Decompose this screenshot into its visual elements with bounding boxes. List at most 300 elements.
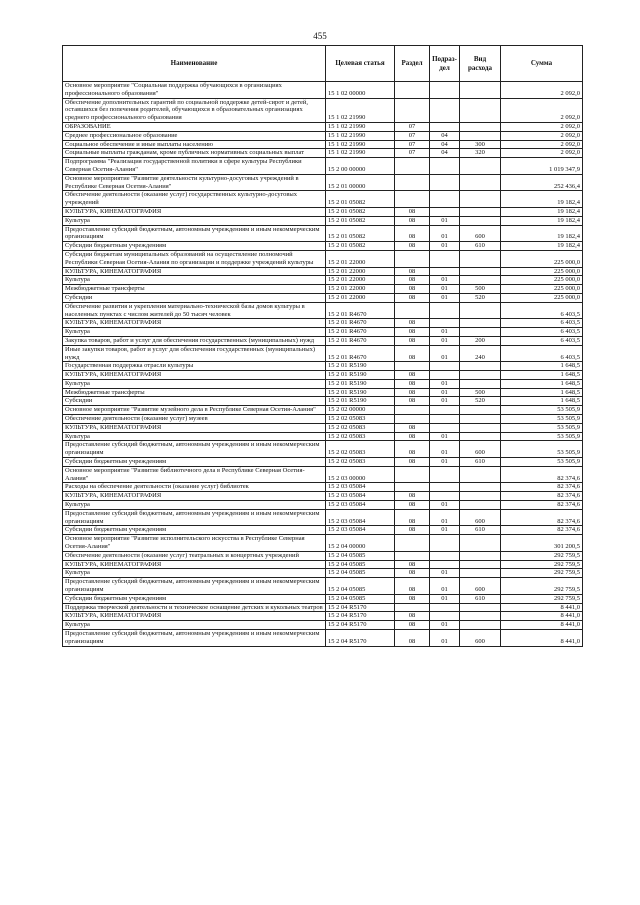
cell-subsection: 04 bbox=[430, 149, 460, 158]
column-header-amount: Сумма bbox=[501, 46, 583, 82]
cell-name: Субсидии бюджетным учреждениям bbox=[63, 526, 326, 535]
table-row bbox=[63, 423, 583, 432]
cell-expense-type bbox=[460, 612, 501, 621]
page-number: 455 bbox=[313, 31, 327, 41]
cell-subsection: 01 bbox=[430, 225, 460, 242]
table-row bbox=[63, 371, 583, 380]
cell-subsection: 01 bbox=[430, 594, 460, 603]
cell-name: Культура bbox=[63, 569, 326, 578]
cell-name: Предоставление субсидий бюджетным, автономным учреждениям и иным некоммерческим организациям bbox=[63, 225, 326, 242]
cell-target: 15 2 01 22000 bbox=[326, 250, 395, 267]
cell-amount: 82 374,6 bbox=[501, 492, 583, 501]
cell-target: 15 2 01 R5190 bbox=[326, 371, 395, 380]
table-row bbox=[63, 207, 583, 216]
cell-name: Культура bbox=[63, 276, 326, 285]
cell-target: 15 2 01 R4670 bbox=[326, 345, 395, 362]
cell-section bbox=[395, 551, 430, 560]
table-row bbox=[63, 158, 583, 175]
cell-section bbox=[395, 603, 430, 612]
cell-amount: 2 092,0 bbox=[501, 131, 583, 140]
cell-amount: 82 374,6 bbox=[501, 509, 583, 526]
cell-target: 15 2 04 00000 bbox=[326, 535, 395, 552]
cell-subsection: 01 bbox=[430, 630, 460, 647]
cell-subsection: 01 bbox=[430, 216, 460, 225]
cell-name: Межбюджетные трансферты bbox=[63, 388, 326, 397]
cell-section: 07 bbox=[395, 131, 430, 140]
cell-section: 08 bbox=[395, 569, 430, 578]
cell-target: 15 2 02 05083 bbox=[326, 441, 395, 458]
cell-amount: 53 505,9 bbox=[501, 441, 583, 458]
cell-amount: 53 505,9 bbox=[501, 458, 583, 467]
cell-subsection bbox=[430, 406, 460, 415]
cell-section: 07 bbox=[395, 122, 430, 131]
cell-section: 08 bbox=[395, 328, 430, 337]
table-row bbox=[63, 122, 583, 131]
cell-expense-type: 610 bbox=[460, 526, 501, 535]
cell-subsection bbox=[430, 535, 460, 552]
cell-target: 15 2 02 05083 bbox=[326, 423, 395, 432]
cell-subsection bbox=[430, 319, 460, 328]
cell-subsection: 01 bbox=[430, 526, 460, 535]
cell-expense-type bbox=[460, 267, 501, 276]
table-row bbox=[63, 466, 583, 483]
cell-name: КУЛЬТУРА, КИНЕМАТОГРАФИЯ bbox=[63, 371, 326, 380]
cell-expense-type bbox=[460, 276, 501, 285]
cell-name: КУЛЬТУРА, КИНЕМАТОГРАФИЯ bbox=[63, 207, 326, 216]
table-row bbox=[63, 242, 583, 251]
cell-name: Основное мероприятие "Развитие библиотечного дела в Республике Северная Осетия-Алания" bbox=[63, 466, 326, 483]
table-row bbox=[63, 603, 583, 612]
cell-expense-type bbox=[460, 483, 501, 492]
cell-subsection bbox=[430, 207, 460, 216]
cell-name: Предоставление субсидий бюджетным, автономным учреждениям и иным некоммерческим организациям bbox=[63, 630, 326, 647]
cell-amount: 301 200,5 bbox=[501, 535, 583, 552]
cell-amount: 82 374,6 bbox=[501, 483, 583, 492]
cell-subsection: 01 bbox=[430, 578, 460, 595]
cell-section bbox=[395, 191, 430, 208]
cell-amount: 2 092,0 bbox=[501, 82, 583, 99]
cell-expense-type: 600 bbox=[460, 509, 501, 526]
budget-table bbox=[62, 45, 583, 647]
cell-name: Субсидии бюджетам муниципальных образований на осуществление полномочий Республики Северная Осетия-Алания по организации и поддержке учреждений культуры bbox=[63, 250, 326, 267]
cell-section: 08 bbox=[395, 526, 430, 535]
cell-expense-type bbox=[460, 423, 501, 432]
cell-amount: 19 182,4 bbox=[501, 216, 583, 225]
cell-target: 15 2 03 00000 bbox=[326, 466, 395, 483]
cell-name: Предоставление субсидий бюджетным, автономным учреждениям и иным некоммерческим организациям bbox=[63, 578, 326, 595]
cell-target: 15 2 01 R4670 bbox=[326, 319, 395, 328]
cell-section: 08 bbox=[395, 216, 430, 225]
cell-section: 08 bbox=[395, 423, 430, 432]
cell-name: Социальные выплаты гражданам, кроме публичных нормативных социальных выплат bbox=[63, 149, 326, 158]
cell-section: 08 bbox=[395, 509, 430, 526]
cell-name: Культура bbox=[63, 216, 326, 225]
cell-subsection bbox=[430, 98, 460, 122]
cell-amount: 292 759,5 bbox=[501, 551, 583, 560]
cell-section bbox=[395, 250, 430, 267]
cell-subsection bbox=[430, 423, 460, 432]
cell-expense-type bbox=[460, 174, 501, 191]
cell-subsection: 01 bbox=[430, 285, 460, 294]
cell-target: 15 1 02 21990 bbox=[326, 140, 395, 149]
cell-subsection: 04 bbox=[430, 131, 460, 140]
cell-section bbox=[395, 483, 430, 492]
cell-subsection bbox=[430, 302, 460, 319]
cell-name: Субсидии bbox=[63, 397, 326, 406]
cell-amount: 8 441,0 bbox=[501, 603, 583, 612]
cell-amount: 53 505,9 bbox=[501, 415, 583, 424]
cell-expense-type bbox=[460, 319, 501, 328]
cell-name: Обеспечение развития и укрепления материально-технической базы домов культуры в населенных пунктах с числом жителей до 50 тысяч человек bbox=[63, 302, 326, 319]
cell-subsection: 04 bbox=[430, 140, 460, 149]
cell-target: 15 2 01 R5190 bbox=[326, 397, 395, 406]
table-row bbox=[63, 250, 583, 267]
table-row bbox=[63, 535, 583, 552]
cell-expense-type bbox=[460, 250, 501, 267]
table-row bbox=[63, 174, 583, 191]
cell-expense-type bbox=[460, 603, 501, 612]
cell-expense-type bbox=[460, 328, 501, 337]
cell-section: 08 bbox=[395, 458, 430, 467]
cell-subsection bbox=[430, 415, 460, 424]
cell-expense-type bbox=[460, 551, 501, 560]
cell-name: Основное мероприятие "Развитие музейного дела в Республике Северная Осетия-Алания" bbox=[63, 406, 326, 415]
cell-target: 15 2 01 R5190 bbox=[326, 379, 395, 388]
cell-section: 08 bbox=[395, 441, 430, 458]
cell-amount: 8 441,0 bbox=[501, 621, 583, 630]
column-header-section: Раздел bbox=[395, 46, 430, 82]
table-row bbox=[63, 578, 583, 595]
cell-target: 15 2 04 05085 bbox=[326, 594, 395, 603]
cell-section: 08 bbox=[395, 432, 430, 441]
cell-target: 15 2 04 R5170 bbox=[326, 603, 395, 612]
table-row bbox=[63, 551, 583, 560]
table-body bbox=[63, 82, 583, 647]
cell-amount: 6 403,5 bbox=[501, 328, 583, 337]
cell-target: 15 2 00 00000 bbox=[326, 158, 395, 175]
cell-section bbox=[395, 82, 430, 99]
cell-name: Культура bbox=[63, 501, 326, 510]
cell-expense-type: 600 bbox=[460, 578, 501, 595]
cell-target: 15 2 01 R4670 bbox=[326, 328, 395, 337]
cell-expense-type bbox=[460, 82, 501, 99]
cell-section: 08 bbox=[395, 345, 430, 362]
cell-expense-type bbox=[460, 432, 501, 441]
cell-expense-type bbox=[460, 131, 501, 140]
cell-expense-type: 500 bbox=[460, 388, 501, 397]
table-row bbox=[63, 267, 583, 276]
cell-section: 08 bbox=[395, 225, 430, 242]
cell-subsection: 01 bbox=[430, 569, 460, 578]
cell-name: КУЛЬТУРА, КИНЕМАТОГРАФИЯ bbox=[63, 423, 326, 432]
cell-target: 15 2 04 05085 bbox=[326, 569, 395, 578]
cell-amount: 2 092,0 bbox=[501, 122, 583, 131]
cell-expense-type: 600 bbox=[460, 630, 501, 647]
table-row bbox=[63, 98, 583, 122]
cell-target: 15 2 01 05082 bbox=[326, 242, 395, 251]
cell-amount: 53 505,9 bbox=[501, 423, 583, 432]
cell-target: 15 2 02 05083 bbox=[326, 415, 395, 424]
table-row bbox=[63, 560, 583, 569]
cell-expense-type bbox=[460, 191, 501, 208]
cell-target: 15 1 02 21990 bbox=[326, 149, 395, 158]
cell-amount: 1 648,5 bbox=[501, 362, 583, 371]
table-row bbox=[63, 293, 583, 302]
table-row bbox=[63, 191, 583, 208]
cell-name: Обеспечение деятельности (оказание услуг) театральных и концертных учреждений bbox=[63, 551, 326, 560]
cell-subsection bbox=[430, 492, 460, 501]
cell-subsection bbox=[430, 174, 460, 191]
cell-amount: 2 092,0 bbox=[501, 149, 583, 158]
cell-amount: 1 019 347,9 bbox=[501, 158, 583, 175]
table-row bbox=[63, 483, 583, 492]
cell-name: КУЛЬТУРА, КИНЕМАТОГРАФИЯ bbox=[63, 612, 326, 621]
cell-target: 15 2 04 R5170 bbox=[326, 621, 395, 630]
table-row bbox=[63, 379, 583, 388]
cell-target: 15 2 04 05085 bbox=[326, 578, 395, 595]
cell-expense-type bbox=[460, 98, 501, 122]
cell-amount: 2 092,0 bbox=[501, 98, 583, 122]
cell-target: 15 2 03 05084 bbox=[326, 492, 395, 501]
cell-amount: 82 374,6 bbox=[501, 501, 583, 510]
table-row bbox=[63, 509, 583, 526]
table-row bbox=[63, 458, 583, 467]
cell-target: 15 2 02 05083 bbox=[326, 432, 395, 441]
cell-expense-type bbox=[460, 501, 501, 510]
cell-section bbox=[395, 362, 430, 371]
cell-subsection: 01 bbox=[430, 397, 460, 406]
cell-name: Обеспечение деятельности (оказание услуг) музеев bbox=[63, 415, 326, 424]
cell-amount: 1 648,5 bbox=[501, 388, 583, 397]
cell-name: Культура bbox=[63, 621, 326, 630]
cell-expense-type: 520 bbox=[460, 397, 501, 406]
cell-section: 08 bbox=[395, 267, 430, 276]
cell-amount: 225 000,0 bbox=[501, 250, 583, 267]
cell-section bbox=[395, 466, 430, 483]
cell-expense-type bbox=[460, 158, 501, 175]
cell-expense-type bbox=[460, 492, 501, 501]
cell-expense-type bbox=[460, 379, 501, 388]
cell-name: Расходы на обеспечение деятельности (оказание услуг) библиотек bbox=[63, 483, 326, 492]
cell-target: 15 2 01 05082 bbox=[326, 191, 395, 208]
cell-amount: 19 182,4 bbox=[501, 191, 583, 208]
table-row bbox=[63, 140, 583, 149]
table-row bbox=[63, 612, 583, 621]
cell-expense-type bbox=[460, 621, 501, 630]
cell-subsection: 01 bbox=[430, 345, 460, 362]
cell-amount: 1 648,5 bbox=[501, 379, 583, 388]
cell-section: 08 bbox=[395, 319, 430, 328]
cell-target: 15 2 01 22000 bbox=[326, 293, 395, 302]
cell-name: Субсидии бюджетным учреждениям bbox=[63, 594, 326, 603]
cell-name: КУЛЬТУРА, КИНЕМАТОГРАФИЯ bbox=[63, 267, 326, 276]
column-header-name: Наименование bbox=[63, 46, 326, 82]
cell-name: Государственная поддержка отрасли культуры bbox=[63, 362, 326, 371]
cell-target: 15 2 03 05084 bbox=[326, 526, 395, 535]
cell-name: Субсидии bbox=[63, 293, 326, 302]
cell-amount: 82 374,6 bbox=[501, 466, 583, 483]
cell-name: Субсидии бюджетным учреждениям bbox=[63, 458, 326, 467]
cell-target: 15 2 03 05084 bbox=[326, 501, 395, 510]
cell-subsection bbox=[430, 122, 460, 131]
cell-target: 15 2 04 05085 bbox=[326, 560, 395, 569]
cell-section: 07 bbox=[395, 149, 430, 158]
cell-target: 15 2 01 00000 bbox=[326, 174, 395, 191]
cell-expense-type bbox=[460, 371, 501, 380]
table-row bbox=[63, 216, 583, 225]
cell-expense-type bbox=[460, 216, 501, 225]
cell-subsection: 01 bbox=[430, 242, 460, 251]
cell-amount: 225 000,0 bbox=[501, 267, 583, 276]
cell-section bbox=[395, 158, 430, 175]
cell-section bbox=[395, 406, 430, 415]
cell-section bbox=[395, 174, 430, 191]
cell-subsection: 01 bbox=[430, 441, 460, 458]
table-row bbox=[63, 630, 583, 647]
cell-target: 15 2 03 05084 bbox=[326, 483, 395, 492]
cell-name: Иные закупки товаров, работ и услуг для обеспечения государственных (муниципальных) нужд bbox=[63, 345, 326, 362]
cell-subsection: 01 bbox=[430, 432, 460, 441]
cell-section bbox=[395, 302, 430, 319]
cell-section bbox=[395, 415, 430, 424]
cell-expense-type: 600 bbox=[460, 225, 501, 242]
cell-name: КУЛЬТУРА, КИНЕМАТОГРАФИЯ bbox=[63, 492, 326, 501]
cell-target: 15 1 02 00000 bbox=[326, 82, 395, 99]
cell-section: 08 bbox=[395, 379, 430, 388]
cell-name: КУЛЬТУРА, КИНЕМАТОГРАФИЯ bbox=[63, 560, 326, 569]
cell-amount: 6 403,5 bbox=[501, 336, 583, 345]
cell-section: 08 bbox=[395, 612, 430, 621]
cell-amount: 8 441,0 bbox=[501, 612, 583, 621]
cell-name: КУЛЬТУРА, КИНЕМАТОГРАФИЯ bbox=[63, 319, 326, 328]
table-row bbox=[63, 362, 583, 371]
cell-name: Предоставление субсидий бюджетным, автономным учреждениям и иным некоммерческим организациям bbox=[63, 509, 326, 526]
table-row bbox=[63, 345, 583, 362]
cell-section: 08 bbox=[395, 397, 430, 406]
table-row bbox=[63, 415, 583, 424]
cell-section bbox=[395, 98, 430, 122]
cell-target: 15 2 02 05083 bbox=[326, 458, 395, 467]
cell-section: 08 bbox=[395, 207, 430, 216]
cell-section: 08 bbox=[395, 578, 430, 595]
table-row bbox=[63, 225, 583, 242]
cell-expense-type bbox=[460, 560, 501, 569]
cell-section: 08 bbox=[395, 242, 430, 251]
table-row bbox=[63, 501, 583, 510]
column-header-target: Целевая статья bbox=[326, 46, 395, 82]
table-row bbox=[63, 594, 583, 603]
cell-amount: 1 648,5 bbox=[501, 371, 583, 380]
table-row bbox=[63, 336, 583, 345]
cell-section: 07 bbox=[395, 140, 430, 149]
cell-amount: 225 000,0 bbox=[501, 293, 583, 302]
cell-amount: 53 505,9 bbox=[501, 432, 583, 441]
table-row bbox=[63, 492, 583, 501]
cell-amount: 19 182,4 bbox=[501, 242, 583, 251]
cell-subsection: 01 bbox=[430, 458, 460, 467]
cell-target: 15 2 01 22000 bbox=[326, 276, 395, 285]
cell-expense-type: 610 bbox=[460, 458, 501, 467]
cell-amount: 6 403,5 bbox=[501, 302, 583, 319]
cell-subsection bbox=[430, 158, 460, 175]
cell-expense-type: 320 bbox=[460, 149, 501, 158]
cell-subsection: 01 bbox=[430, 501, 460, 510]
cell-amount: 225 000,0 bbox=[501, 285, 583, 294]
cell-subsection bbox=[430, 250, 460, 267]
cell-expense-type bbox=[460, 466, 501, 483]
cell-expense-type bbox=[460, 122, 501, 131]
cell-name: Основное мероприятие "Развитие исполнительского искусства в Республике Северная Осетия-Алания" bbox=[63, 535, 326, 552]
cell-expense-type: 520 bbox=[460, 293, 501, 302]
cell-subsection bbox=[430, 560, 460, 569]
cell-name: Предоставление субсидий бюджетным, автономным учреждениям и иным некоммерческим организациям bbox=[63, 441, 326, 458]
cell-section: 08 bbox=[395, 492, 430, 501]
cell-target: 15 2 04 05085 bbox=[326, 551, 395, 560]
table-row bbox=[63, 149, 583, 158]
table-row bbox=[63, 397, 583, 406]
cell-name: Основное мероприятие "Социальная поддержка обучающихся в организациях профессионального образования" bbox=[63, 82, 326, 99]
cell-target: 15 2 01 R5190 bbox=[326, 362, 395, 371]
cell-expense-type bbox=[460, 362, 501, 371]
cell-section: 08 bbox=[395, 293, 430, 302]
cell-expense-type bbox=[460, 406, 501, 415]
table-row bbox=[63, 621, 583, 630]
cell-target: 15 2 02 00000 bbox=[326, 406, 395, 415]
cell-amount: 2 092,0 bbox=[501, 140, 583, 149]
cell-amount: 6 403,5 bbox=[501, 345, 583, 362]
cell-amount: 1 648,5 bbox=[501, 397, 583, 406]
cell-subsection bbox=[430, 82, 460, 99]
cell-expense-type bbox=[460, 415, 501, 424]
cell-amount: 225 000,0 bbox=[501, 276, 583, 285]
cell-subsection bbox=[430, 371, 460, 380]
table-row bbox=[63, 131, 583, 140]
cell-target: 15 1 02 21990 bbox=[326, 98, 395, 122]
cell-expense-type: 240 bbox=[460, 345, 501, 362]
table-row bbox=[63, 569, 583, 578]
cell-amount: 292 759,5 bbox=[501, 594, 583, 603]
cell-expense-type: 610 bbox=[460, 594, 501, 603]
column-header-expense-type: Вид расхода bbox=[460, 46, 501, 82]
cell-name: Социальное обеспечение и иные выплаты населению bbox=[63, 140, 326, 149]
table-row bbox=[63, 526, 583, 535]
cell-amount: 6 403,5 bbox=[501, 319, 583, 328]
cell-subsection bbox=[430, 267, 460, 276]
cell-section: 08 bbox=[395, 501, 430, 510]
cell-target: 15 2 01 R5190 bbox=[326, 388, 395, 397]
table-row bbox=[63, 276, 583, 285]
table-row bbox=[63, 441, 583, 458]
table-row bbox=[63, 319, 583, 328]
cell-name: Среднее профессиональное образование bbox=[63, 131, 326, 140]
cell-subsection bbox=[430, 551, 460, 560]
cell-target: 15 2 01 22000 bbox=[326, 267, 395, 276]
cell-subsection: 01 bbox=[430, 336, 460, 345]
cell-section: 08 bbox=[395, 621, 430, 630]
cell-target: 15 2 01 R4670 bbox=[326, 336, 395, 345]
cell-name: Закупка товаров, работ и услуг для обеспечения государственных (муниципальных) нужд bbox=[63, 336, 326, 345]
cell-name: Поддержка творческой деятельности и техническое оснащение детских и кукольных театров bbox=[63, 603, 326, 612]
cell-expense-type: 200 bbox=[460, 336, 501, 345]
cell-subsection: 01 bbox=[430, 293, 460, 302]
cell-name: Межбюджетные трансферты bbox=[63, 285, 326, 294]
cell-target: 15 2 01 05082 bbox=[326, 207, 395, 216]
cell-target: 15 2 01 05082 bbox=[326, 216, 395, 225]
table-row bbox=[63, 82, 583, 99]
table-row bbox=[63, 388, 583, 397]
table-row bbox=[63, 302, 583, 319]
cell-section: 08 bbox=[395, 285, 430, 294]
